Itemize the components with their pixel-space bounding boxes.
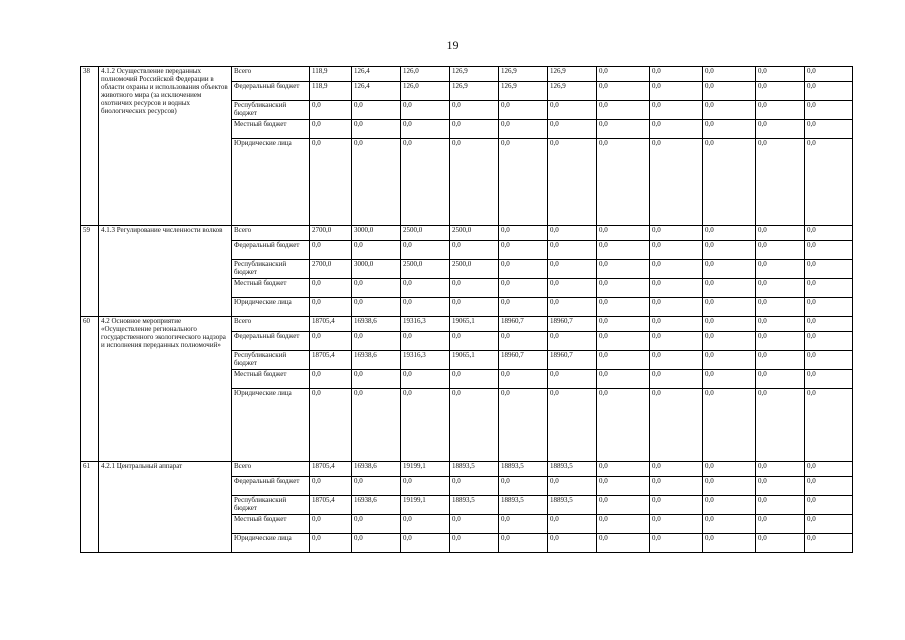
row-number: 60 [81, 317, 99, 462]
value-cell: 0,0 [597, 101, 650, 120]
value-cell: 0,0 [756, 389, 805, 462]
value-cell: 16938,6 [352, 351, 401, 370]
value-cell: 18893,5 [499, 462, 548, 477]
value-cell: 0,0 [548, 389, 597, 462]
value-cell: 0,0 [805, 317, 853, 332]
value-cell: 0,0 [450, 389, 499, 462]
value-cell: 0,0 [703, 241, 756, 260]
value-cell: 0,0 [650, 298, 703, 317]
value-cell: 0,0 [703, 496, 756, 515]
value-cell: 0,0 [597, 67, 650, 82]
value-cell: 0,0 [401, 139, 450, 226]
value-cell: 0,0 [310, 120, 352, 139]
value-cell: 2500,0 [401, 260, 450, 279]
value-cell: 0,0 [499, 139, 548, 226]
measure-name: 4.2.1 Центральный аппарат [99, 462, 232, 553]
value-cell: 0,0 [401, 534, 450, 553]
value-cell: 0,0 [805, 139, 853, 226]
value-cell: 0,0 [756, 496, 805, 515]
value-cell: 19065,1 [450, 317, 499, 332]
value-cell: 0,0 [650, 496, 703, 515]
value-cell: 0,0 [499, 226, 548, 241]
value-cell: 0,0 [756, 370, 805, 389]
funding-source: Федеральный бюджет [232, 241, 310, 260]
measure-name: 4.1.2 Осуществление переданных полномочий Российской Федерации в области охраны и использования объектов животного мира (за исключением охотничих ресурсов и водных биологических ресурсов) [99, 67, 232, 226]
value-cell: 0,0 [703, 477, 756, 496]
value-cell: 0,0 [650, 101, 703, 120]
value-cell: 0,0 [703, 534, 756, 553]
value-cell: 18960,7 [499, 351, 548, 370]
value-cell: 0,0 [756, 477, 805, 496]
value-cell: 0,0 [703, 317, 756, 332]
value-cell: 0,0 [805, 351, 853, 370]
value-cell: 0,0 [352, 370, 401, 389]
value-cell: 0,0 [548, 279, 597, 298]
value-cell: 19316,3 [401, 317, 450, 332]
value-cell: 126,9 [548, 82, 597, 101]
funding-source: Местный бюджет [232, 370, 310, 389]
value-cell: 0,0 [548, 101, 597, 120]
value-cell: 0,0 [499, 515, 548, 534]
value-cell: 0,0 [650, 279, 703, 298]
value-cell: 0,0 [756, 67, 805, 82]
value-cell: 0,0 [756, 534, 805, 553]
value-cell: 18893,5 [548, 462, 597, 477]
value-cell: 0,0 [352, 241, 401, 260]
value-cell: 0,0 [401, 389, 450, 462]
value-cell: 0,0 [805, 477, 853, 496]
value-cell: 0,0 [756, 241, 805, 260]
value-cell: 0,0 [703, 67, 756, 82]
value-cell: 0,0 [703, 120, 756, 139]
value-cell: 0,0 [548, 226, 597, 241]
value-cell: 16938,6 [352, 496, 401, 515]
value-cell: 0,0 [310, 241, 352, 260]
value-cell: 18705,4 [310, 317, 352, 332]
value-cell: 0,0 [703, 279, 756, 298]
funding-source: Юридические лица [232, 389, 310, 462]
funding-source: Республиканский бюджет [232, 260, 310, 279]
value-cell: 0,0 [310, 279, 352, 298]
funding-source: Республиканский бюджет [232, 496, 310, 515]
value-cell: 0,0 [352, 279, 401, 298]
value-cell: 0,0 [450, 370, 499, 389]
value-cell: 0,0 [310, 389, 352, 462]
value-cell: 0,0 [756, 226, 805, 241]
value-cell: 0,0 [548, 332, 597, 351]
value-cell: 0,0 [450, 139, 499, 226]
value-cell: 0,0 [650, 226, 703, 241]
value-cell: 0,0 [499, 477, 548, 496]
value-cell: 0,0 [548, 241, 597, 260]
value-cell: 0,0 [499, 534, 548, 553]
value-cell: 18893,5 [548, 496, 597, 515]
value-cell: 18705,4 [310, 351, 352, 370]
value-cell: 0,0 [548, 370, 597, 389]
value-cell: 118,9 [310, 82, 352, 101]
value-cell: 0,0 [597, 82, 650, 101]
value-cell: 126,0 [401, 82, 450, 101]
value-cell: 0,0 [450, 534, 499, 553]
value-cell: 0,0 [703, 101, 756, 120]
funding-source: Местный бюджет [232, 120, 310, 139]
value-cell: 118,9 [310, 67, 352, 82]
value-cell: 0,0 [805, 120, 853, 139]
value-cell: 18960,7 [548, 351, 597, 370]
value-cell: 0,0 [310, 332, 352, 351]
funding-source: Федеральный бюджет [232, 332, 310, 351]
table-row [81, 317, 853, 332]
value-cell: 0,0 [650, 515, 703, 534]
value-cell: 0,0 [650, 462, 703, 477]
value-cell: 0,0 [597, 332, 650, 351]
value-cell: 126,9 [450, 67, 499, 82]
value-cell: 0,0 [310, 534, 352, 553]
value-cell: 19199,1 [401, 496, 450, 515]
value-cell: 0,0 [703, 226, 756, 241]
row-number: 61 [81, 462, 99, 553]
value-cell: 3000,0 [352, 226, 401, 241]
value-cell: 0,0 [548, 477, 597, 496]
value-cell: 0,0 [401, 477, 450, 496]
measure-name: 4.2 Основное мероприятие «Осуществление регионального государственного экологического надзора и исполнения переданных полномочий» [99, 317, 232, 462]
value-cell: 0,0 [401, 279, 450, 298]
value-cell: 0,0 [310, 515, 352, 534]
value-cell: 0,0 [703, 515, 756, 534]
value-cell: 0,0 [450, 241, 499, 260]
value-cell: 126,9 [450, 82, 499, 101]
value-cell: 2500,0 [450, 226, 499, 241]
value-cell: 0,0 [548, 515, 597, 534]
value-cell: 0,0 [548, 260, 597, 279]
value-cell: 0,0 [597, 462, 650, 477]
value-cell: 0,0 [650, 477, 703, 496]
value-cell: 0,0 [352, 389, 401, 462]
value-cell: 0,0 [499, 101, 548, 120]
value-cell: 0,0 [548, 298, 597, 317]
value-cell: 0,0 [597, 317, 650, 332]
value-cell: 0,0 [401, 101, 450, 120]
funding-source: Всего [232, 317, 310, 332]
funding-source: Республиканский бюджет [232, 351, 310, 370]
value-cell: 0,0 [597, 477, 650, 496]
value-cell: 0,0 [450, 298, 499, 317]
value-cell: 0,0 [310, 101, 352, 120]
budget-table [80, 66, 853, 553]
funding-source: Всего [232, 462, 310, 477]
row-number: 59 [81, 226, 99, 317]
value-cell: 0,0 [310, 477, 352, 496]
value-cell: 0,0 [805, 82, 853, 101]
value-cell: 0,0 [597, 534, 650, 553]
value-cell: 0,0 [499, 370, 548, 389]
value-cell: 0,0 [805, 298, 853, 317]
value-cell: 0,0 [499, 120, 548, 139]
value-cell: 0,0 [548, 120, 597, 139]
value-cell: 0,0 [401, 515, 450, 534]
value-cell: 0,0 [756, 101, 805, 120]
value-cell: 0,0 [597, 496, 650, 515]
value-cell: 0,0 [703, 82, 756, 101]
value-cell: 19316,3 [401, 351, 450, 370]
value-cell: 16938,6 [352, 317, 401, 332]
value-cell: 0,0 [597, 370, 650, 389]
value-cell: 0,0 [805, 226, 853, 241]
value-cell: 0,0 [597, 241, 650, 260]
value-cell: 0,0 [756, 279, 805, 298]
value-cell: 0,0 [597, 298, 650, 317]
funding-source: Федеральный бюджет [232, 477, 310, 496]
value-cell: 16938,6 [352, 462, 401, 477]
value-cell: 0,0 [499, 260, 548, 279]
value-cell: 0,0 [805, 332, 853, 351]
value-cell: 0,0 [352, 139, 401, 226]
value-cell: 0,0 [548, 534, 597, 553]
value-cell: 18705,4 [310, 462, 352, 477]
value-cell: 0,0 [310, 298, 352, 317]
value-cell: 126,9 [499, 67, 548, 82]
value-cell: 18893,5 [450, 462, 499, 477]
value-cell: 0,0 [650, 260, 703, 279]
value-cell: 0,0 [756, 82, 805, 101]
value-cell: 18960,7 [499, 317, 548, 332]
value-cell: 0,0 [756, 462, 805, 477]
value-cell: 0,0 [352, 120, 401, 139]
value-cell: 0,0 [450, 279, 499, 298]
value-cell: 0,0 [401, 332, 450, 351]
value-cell: 0,0 [401, 120, 450, 139]
value-cell: 0,0 [805, 260, 853, 279]
value-cell: 0,0 [650, 120, 703, 139]
value-cell: 3000,0 [352, 260, 401, 279]
row-number: 38 [81, 67, 99, 226]
funding-source: Республиканский бюджет [232, 101, 310, 120]
value-cell: 19199,1 [401, 462, 450, 477]
value-cell: 0,0 [597, 260, 650, 279]
value-cell: 0,0 [401, 241, 450, 260]
value-cell: 18960,7 [548, 317, 597, 332]
value-cell: 0,0 [805, 389, 853, 462]
value-cell: 18705,4 [310, 496, 352, 515]
measure-name: 4.1.3 Регулирование численности волков [99, 226, 232, 317]
value-cell: 0,0 [805, 241, 853, 260]
funding-source: Федеральный бюджет [232, 82, 310, 101]
value-cell: 19065,1 [450, 351, 499, 370]
value-cell: 2700,0 [310, 226, 352, 241]
value-cell: 0,0 [450, 515, 499, 534]
page-number: 19 [446, 38, 459, 52]
funding-source: Местный бюджет [232, 515, 310, 534]
funding-source: Юридические лица [232, 139, 310, 226]
value-cell: 0,0 [650, 241, 703, 260]
funding-source: Всего [232, 226, 310, 241]
value-cell: 0,0 [756, 260, 805, 279]
value-cell: 0,0 [756, 317, 805, 332]
value-cell: 0,0 [703, 389, 756, 462]
value-cell: 0,0 [703, 370, 756, 389]
value-cell: 126,4 [352, 82, 401, 101]
value-cell: 0,0 [756, 515, 805, 534]
table-row [81, 462, 853, 477]
value-cell: 18893,5 [499, 496, 548, 515]
value-cell: 2700,0 [310, 260, 352, 279]
funding-source: Местный бюджет [232, 279, 310, 298]
value-cell: 0,0 [650, 332, 703, 351]
value-cell: 0,0 [703, 139, 756, 226]
value-cell: 0,0 [805, 515, 853, 534]
value-cell: 0,0 [805, 370, 853, 389]
value-cell: 0,0 [499, 279, 548, 298]
funding-source: Юридические лица [232, 298, 310, 317]
value-cell: 0,0 [352, 101, 401, 120]
value-cell: 0,0 [703, 462, 756, 477]
value-cell: 0,0 [352, 477, 401, 496]
value-cell: 0,0 [450, 477, 499, 496]
value-cell: 2500,0 [450, 260, 499, 279]
value-cell: 0,0 [756, 139, 805, 226]
value-cell: 0,0 [650, 139, 703, 226]
value-cell: 126,4 [352, 67, 401, 82]
funding-source: Всего [232, 67, 310, 82]
table-row [81, 67, 853, 82]
value-cell: 0,0 [805, 67, 853, 82]
value-cell: 0,0 [597, 279, 650, 298]
value-cell: 0,0 [450, 101, 499, 120]
value-cell: 126,0 [401, 67, 450, 82]
value-cell: 0,0 [401, 298, 450, 317]
value-cell: 0,0 [597, 351, 650, 370]
value-cell: 0,0 [703, 298, 756, 317]
value-cell: 0,0 [805, 279, 853, 298]
value-cell: 0,0 [597, 389, 650, 462]
value-cell: 0,0 [756, 351, 805, 370]
value-cell: 0,0 [450, 120, 499, 139]
value-cell: 0,0 [499, 389, 548, 462]
value-cell: 0,0 [805, 534, 853, 553]
value-cell: 0,0 [310, 139, 352, 226]
value-cell: 0,0 [703, 260, 756, 279]
value-cell: 0,0 [597, 515, 650, 534]
value-cell: 0,0 [805, 462, 853, 477]
value-cell: 0,0 [703, 332, 756, 351]
value-cell: 0,0 [499, 332, 548, 351]
value-cell: 0,0 [805, 496, 853, 515]
value-cell: 0,0 [548, 139, 597, 226]
table-row [81, 226, 853, 241]
value-cell: 0,0 [597, 226, 650, 241]
value-cell: 0,0 [650, 389, 703, 462]
value-cell: 0,0 [650, 351, 703, 370]
value-cell: 0,0 [401, 370, 450, 389]
value-cell: 0,0 [756, 298, 805, 317]
value-cell: 0,0 [650, 82, 703, 101]
value-cell: 0,0 [310, 370, 352, 389]
value-cell: 126,9 [548, 67, 597, 82]
value-cell: 0,0 [597, 139, 650, 226]
value-cell: 0,0 [650, 317, 703, 332]
value-cell: 0,0 [703, 351, 756, 370]
value-cell: 0,0 [756, 332, 805, 351]
value-cell: 0,0 [756, 120, 805, 139]
value-cell: 0,0 [499, 241, 548, 260]
value-cell: 0,0 [597, 120, 650, 139]
value-cell: 0,0 [352, 534, 401, 553]
value-cell: 0,0 [352, 298, 401, 317]
value-cell: 0,0 [650, 534, 703, 553]
value-cell: 0,0 [650, 67, 703, 82]
value-cell: 126,9 [499, 82, 548, 101]
value-cell: 0,0 [499, 298, 548, 317]
value-cell: 18893,5 [450, 496, 499, 515]
value-cell: 2500,0 [401, 226, 450, 241]
value-cell: 0,0 [805, 101, 853, 120]
value-cell: 0,0 [450, 332, 499, 351]
funding-source: Юридические лица [232, 534, 310, 553]
value-cell: 0,0 [650, 370, 703, 389]
value-cell: 0,0 [352, 332, 401, 351]
value-cell: 0,0 [352, 515, 401, 534]
